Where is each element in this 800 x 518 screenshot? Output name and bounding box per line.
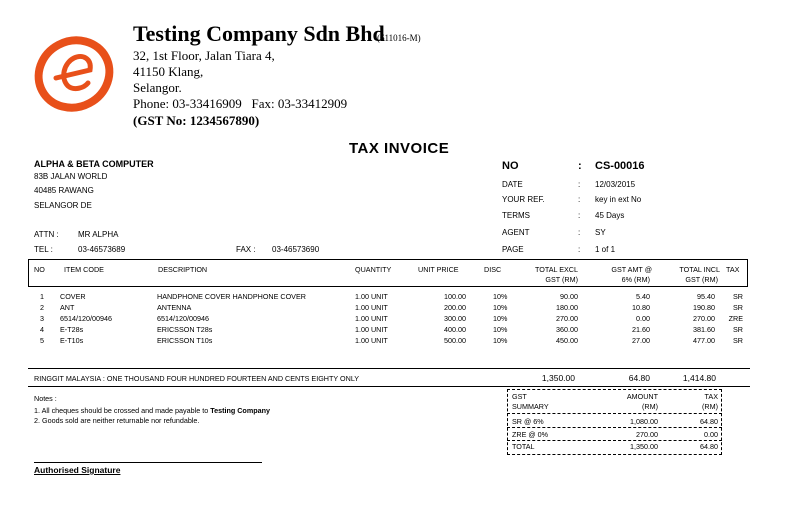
gst-summary-amount: 1,080.00 xyxy=(630,417,658,426)
row-unit-price: 200.00 xyxy=(444,303,466,312)
invoice-date: 12/03/2015 xyxy=(595,180,636,189)
row-disc: 10% xyxy=(493,303,508,312)
row-item-code: E-T28s xyxy=(60,325,84,334)
meta-label-agent: AGENT xyxy=(502,228,530,237)
signature-label: Authorised Signature xyxy=(34,465,121,475)
col-header-no: NO xyxy=(34,265,45,274)
note-payee: Testing Company xyxy=(210,406,270,415)
row-gst-amount: 5.40 xyxy=(636,292,650,301)
row-description: ERICSSON T28s xyxy=(157,325,213,334)
customer-address-line: SELANGOR DE xyxy=(34,201,92,210)
gst-summary-total-tax: 64.80 xyxy=(700,442,718,451)
gst-summary-tax: 0.00 xyxy=(704,430,718,439)
row-no: 5 xyxy=(40,336,44,345)
company-fax: 03-33412909 xyxy=(277,96,348,111)
attn-label: ATTN : xyxy=(34,230,59,239)
row-no: 2 xyxy=(40,303,44,312)
notes-label: Notes : xyxy=(34,394,57,403)
row-gst-amount: 27.00 xyxy=(632,336,650,345)
row-total-incl: 477.00 xyxy=(693,336,715,345)
tel-value: 03-46573689 xyxy=(78,245,126,254)
row-disc: 10% xyxy=(493,336,508,345)
col-header-disc: DISC xyxy=(484,265,502,274)
gst-summary-label: ZRE @ 0% xyxy=(512,430,549,439)
row-unit-price: 100.00 xyxy=(444,292,466,301)
document-title: TAX INVOICE xyxy=(349,140,450,157)
your-ref: key in ext No xyxy=(595,195,642,204)
col-header-total-incl: TOTAL INCL xyxy=(679,265,720,274)
row-unit-price: 300.00 xyxy=(444,314,466,323)
row-tax-code: SR xyxy=(733,303,743,312)
company-gst-no: (GST No: 1234567890) xyxy=(133,113,260,128)
meta-sep: : xyxy=(578,180,581,189)
row-gst-amount: 10.80 xyxy=(632,303,650,312)
row-total-excl: 180.00 xyxy=(556,303,578,312)
row-gst-amount: 0.00 xyxy=(636,314,650,323)
gst-summary-header-amount-unit: (RM) xyxy=(642,402,658,411)
row-description: ERICSSON T10s xyxy=(157,336,213,345)
row-description: 6514/120/00946 xyxy=(157,314,209,323)
meta-label-terms: TERMS xyxy=(502,211,530,220)
row-item-code: ANT xyxy=(60,303,75,312)
row-total-excl: 90.00 xyxy=(560,292,578,301)
company-name: Testing Company Sdn Bhd xyxy=(133,21,385,46)
customer-fax-label: FAX : xyxy=(236,245,256,254)
meta-label-no: NO xyxy=(502,160,519,172)
meta-sep: : xyxy=(578,228,581,237)
terms-value: 45 Days xyxy=(595,211,625,220)
summary-divider xyxy=(507,440,722,441)
gst-summary-tax: 64.80 xyxy=(700,417,718,426)
gst-summary-header-amount: AMOUNT xyxy=(626,392,658,401)
row-item-code: COVER xyxy=(60,292,86,301)
gst-summary-label: SR @ 6% xyxy=(512,417,544,426)
row-disc: 10% xyxy=(493,292,508,301)
total-incl-gst: 1,414.80 xyxy=(682,373,716,383)
amount-in-words: RINGGIT MALAYSIA : ONE THOUSAND FOUR HUNDRED FOURTEEN AND CENTS EIGHTY ONLY xyxy=(34,374,360,383)
gst-summary-total-label: TOTAL xyxy=(512,442,535,451)
row-quantity: 1.00 UNIT xyxy=(355,292,388,301)
row-quantity: 1.00 UNIT xyxy=(355,336,388,345)
note-line-2: 2. Goods sold are neither returnable nor refundable. xyxy=(34,416,200,425)
meta-label-ref: YOUR REF. xyxy=(502,195,545,204)
col-header-item-code: ITEM CODE xyxy=(64,265,104,274)
row-total-excl: 450.00 xyxy=(556,336,578,345)
row-unit-price: 500.00 xyxy=(444,336,466,345)
table-row xyxy=(40,292,44,301)
row-total-excl: 270.00 xyxy=(556,314,578,323)
col-header-gst-amt: GST AMT @ xyxy=(611,265,652,274)
gst-summary-header-gst: GST xyxy=(512,392,527,401)
fax-label: Fax: xyxy=(251,96,275,111)
gst-summary-total-amount: 1,350.00 xyxy=(630,442,658,451)
company-address-line: 32, 1st Floor, Jalan Tiara 4, xyxy=(133,48,275,63)
row-total-incl: 95.40 xyxy=(697,292,715,301)
row-disc: 10% xyxy=(493,314,508,323)
company-logo-icon xyxy=(30,28,118,116)
col-header-total-excl: TOTAL EXCL xyxy=(534,265,578,274)
table-body xyxy=(0,292,800,352)
company-address-line: 41150 Klang, xyxy=(133,64,204,79)
row-item-code: 6514/120/00946 xyxy=(60,314,112,323)
tel-label: TEL : xyxy=(34,245,53,254)
col-header-description: DESCRIPTION xyxy=(158,265,208,274)
row-item-code: E-T10s xyxy=(60,336,84,345)
row-description: ANTENNA xyxy=(157,303,192,312)
customer-name: ALPHA & BETA COMPUTER xyxy=(34,159,154,169)
row-no: 1 xyxy=(40,292,44,301)
customer-fax-value: 03-46573690 xyxy=(272,245,320,254)
row-quantity: 1.00 UNIT xyxy=(355,314,388,323)
row-gst-amount: 21.60 xyxy=(632,325,650,334)
totals-bottom-divider xyxy=(28,386,750,387)
note-line-1-text: 1. All cheques should be crossed and made payable to xyxy=(34,406,209,415)
customer-address-line: 83B JALAN WORLD xyxy=(34,172,108,181)
company-reg-no: (611016-M) xyxy=(377,33,421,43)
meta-sep: : xyxy=(578,245,581,254)
row-total-excl: 360.00 xyxy=(556,325,578,334)
gst-summary-header-tax-unit: (RM) xyxy=(702,402,718,411)
row-no: 4 xyxy=(40,325,44,334)
gst-summary-header-tax: TAX xyxy=(704,392,718,401)
row-tax-code: SR xyxy=(733,292,743,301)
customer-address-line: 40485 RAWANG xyxy=(34,186,94,195)
page-value: 1 of 1 xyxy=(595,245,616,254)
row-no: 3 xyxy=(40,314,44,323)
gst-summary-header-summary: SUMMARY xyxy=(512,402,549,411)
signature-line xyxy=(34,462,262,463)
invoice-number: CS-00016 xyxy=(595,160,645,172)
col-header-total-excl-sub: GST (RM) xyxy=(545,275,578,284)
meta-sep: : xyxy=(578,211,581,220)
row-tax-code: ZRE xyxy=(728,314,743,323)
meta-sep: : xyxy=(578,160,582,172)
note-line-1 xyxy=(34,406,270,415)
company-phone: 03-33416909 xyxy=(172,96,242,111)
row-total-incl: 381.60 xyxy=(693,325,715,334)
company-address-line: Selangor. xyxy=(133,80,182,95)
row-tax-code: SR xyxy=(733,325,743,334)
row-description: HANDPHONE COVER HANDPHONE COVER xyxy=(157,292,306,301)
row-unit-price: 400.00 xyxy=(444,325,466,334)
agent-value: SY xyxy=(595,228,606,237)
row-quantity: 1.00 UNIT xyxy=(355,303,388,312)
meta-sep: : xyxy=(578,195,581,204)
col-header-quantity: QUANTITY xyxy=(355,265,392,274)
row-quantity: 1.00 UNIT xyxy=(355,325,388,334)
row-total-incl: 270.00 xyxy=(693,314,715,323)
meta-label-date: DATE xyxy=(502,180,523,189)
summary-divider xyxy=(507,427,722,428)
gst-summary-amount: 270.00 xyxy=(636,430,658,439)
row-disc: 10% xyxy=(493,325,508,334)
attn-value: MR ALPHA xyxy=(78,230,119,239)
col-header-gst-amt-sub: 6% (RM) xyxy=(621,275,650,284)
phone-label: Phone: xyxy=(133,96,170,111)
meta-label-page: PAGE xyxy=(502,245,524,254)
summary-divider xyxy=(507,413,722,414)
col-header-unit-price: UNIT PRICE xyxy=(418,265,459,274)
totals-divider xyxy=(28,368,750,369)
company-contact xyxy=(133,96,347,112)
total-gst-amount: 64.80 xyxy=(628,373,650,383)
total-excl-gst: 1,350.00 xyxy=(541,373,575,383)
row-tax-code: SR xyxy=(733,336,743,345)
row-total-incl: 190.80 xyxy=(693,303,715,312)
col-header-tax: TAX xyxy=(726,265,740,274)
col-header-total-incl-sub: GST (RM) xyxy=(685,275,718,284)
